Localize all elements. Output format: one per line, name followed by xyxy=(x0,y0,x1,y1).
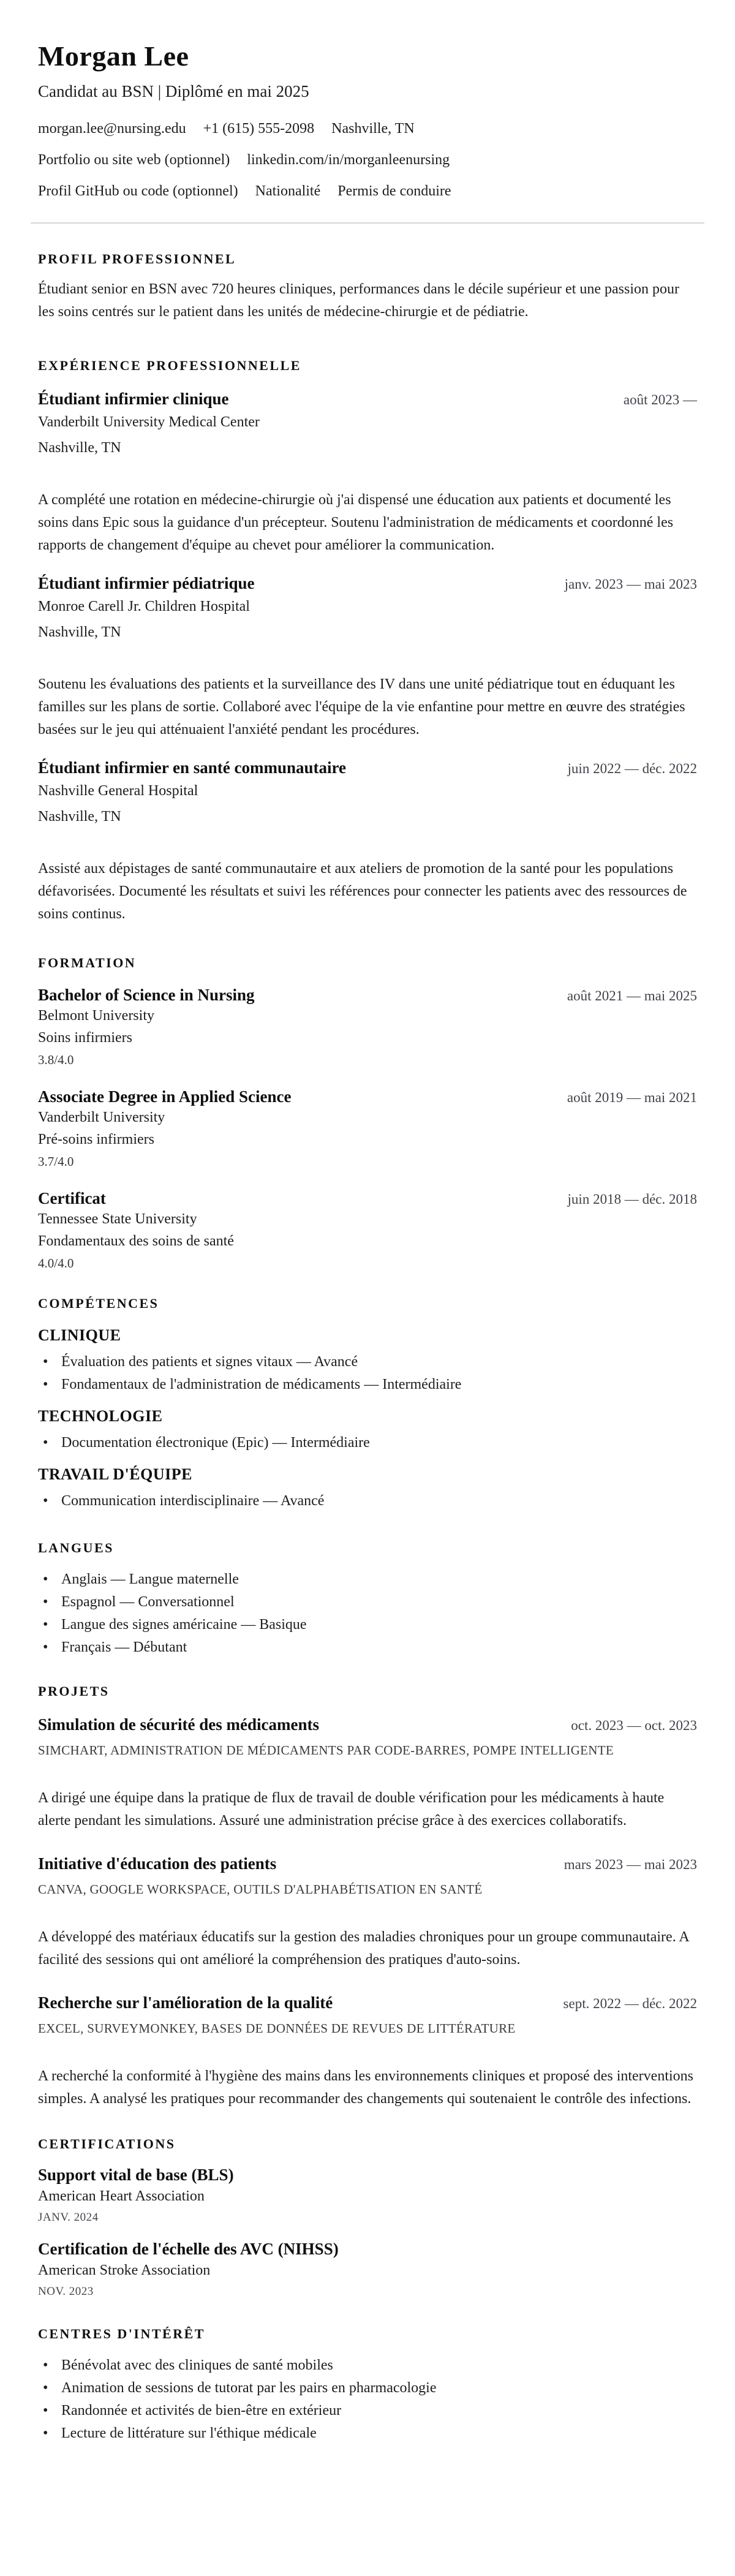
section-heading-skills: COMPÉTENCES xyxy=(38,1296,159,1311)
location-text: Nashville, TN xyxy=(331,121,415,137)
project-description: A recherché la conformité à l'hygiène des mains dans les environnements cliniques et proposé des interventions simples. A analysé les pratiques pour recommander des changements qui soutenaient le contrôle des infections. xyxy=(38,2068,694,2107)
skill-item: • Communication interdisciplinaire — Avancé xyxy=(38,1490,697,1513)
project-dates: sept. 2022 — déc. 2022 xyxy=(563,1996,697,2011)
school-name: Belmont University xyxy=(38,1008,154,1024)
experience-entry-head xyxy=(38,757,697,778)
section-experience xyxy=(38,358,697,926)
job-description: Soutenu les évaluations des patients et la surveillance des IV dans une unité pédiatrique tout en éduquant les familles sur les plans de sortie. Collaboré avec l'équipe de la vie enfantine pour mettre en œuvre des stratégies basées sur le jeu qui atténuaient l'anxiété pendant les procédures. xyxy=(38,676,685,738)
interest-item: • Animation de sessions de tutorat par les pairs en pharmacologie xyxy=(38,2377,697,2400)
experience-entry xyxy=(38,757,697,926)
project-entry-head xyxy=(38,1992,697,2013)
section-heading-languages: LANGUES xyxy=(38,1540,114,1555)
education-entry xyxy=(38,984,697,1068)
project-tech-stack: CANVA, GOOGLE WORKSPACE, OUTILS D'ALPHABÉTISATION EN SANTÉ xyxy=(38,1882,483,1897)
certification-date: NOV. 2023 xyxy=(38,2285,94,2298)
certification-name: Support vital de base (BLS) xyxy=(38,2166,234,2184)
section-projects xyxy=(38,1683,697,2110)
nationality-text: Nationalité xyxy=(255,183,321,199)
project-title: Recherche sur l'amélioration de la qualité xyxy=(38,1993,333,2012)
education-entry xyxy=(38,1086,697,1169)
github-text: Profil GitHub ou code (optionnel) xyxy=(38,183,238,199)
experience-entry-head xyxy=(38,573,697,594)
gpa-value: 3.7/4.0 xyxy=(38,1154,74,1169)
language-item: • Anglais — Langue maternelle xyxy=(38,1568,697,1591)
job-dates: juin 2022 — déc. 2022 xyxy=(567,761,697,776)
section-heading-certifications: CERTIFICATIONS xyxy=(38,2136,176,2151)
project-tech-stack: EXCEL, SURVEYMONKEY, BASES DE DONNÉES DE REVUES DE LITTÉRATURE xyxy=(38,2021,516,2036)
skill-item: • Fondamentaux de l'administration de médicaments — Intermédiaire xyxy=(38,1373,697,1396)
degree-title: Certificat xyxy=(38,1189,106,1207)
experience-entry xyxy=(38,388,697,557)
skill-list xyxy=(38,1490,697,1513)
job-title: Étudiant infirmier clinique xyxy=(38,390,229,408)
section-profile xyxy=(38,251,697,323)
section-certifications xyxy=(38,2136,697,2298)
candidate-name: Morgan Lee xyxy=(38,40,189,72)
project-dates: mars 2023 — mai 2023 xyxy=(564,1857,697,1872)
education-entry-head xyxy=(38,1188,697,1209)
certification-issuer: American Stroke Association xyxy=(38,2262,211,2278)
job-title: Étudiant infirmier en santé communautaire xyxy=(38,758,346,777)
skill-group-clinical xyxy=(38,1326,697,1396)
skill-item: • Évaluation des patients et signes vitaux — Avancé xyxy=(38,1351,697,1373)
skill-item: • Documentation électronique (Epic) — Intermédiaire xyxy=(38,1432,697,1454)
phone-text: +1 (615) 555-2098 xyxy=(203,121,315,137)
contact-row-1 xyxy=(38,118,697,140)
degree-dates: juin 2018 — déc. 2018 xyxy=(567,1192,697,1207)
project-title: Initiative d'éducation des patients xyxy=(38,1854,277,1873)
project-entry xyxy=(38,1992,697,2110)
degree-title: Bachelor of Science in Nursing xyxy=(38,986,255,1004)
field-of-study: Soins infirmiers xyxy=(38,1030,132,1046)
contact-row-2 xyxy=(38,149,697,172)
certification-name: Certification de l'échelle des AVC (NIHSS) xyxy=(38,2240,339,2258)
interest-item: • Lecture de littérature sur l'éthique médicale xyxy=(38,2422,697,2445)
section-education xyxy=(38,955,697,1271)
job-location: Nashville, TN xyxy=(38,624,121,640)
project-description: A dirigé une équipe dans la pratique de flux de travail de double vérification pour les médicaments à haute alerte pendant les simulations. Assuré une administration précise grâce à des exercices collaboratifs. xyxy=(38,1790,665,1829)
section-heading-profile: PROFIL PROFESSIONNEL xyxy=(38,251,236,266)
portfolio-text: Portfolio ou site web (optionnel) xyxy=(38,152,230,168)
job-company: Monroe Carell Jr. Children Hospital xyxy=(38,599,250,614)
section-heading-experience: EXPÉRIENCE PROFESSIONNELLE xyxy=(38,358,301,373)
experience-entry-head xyxy=(38,388,697,409)
gpa-value: 3.8/4.0 xyxy=(38,1052,74,1067)
skill-group-technology xyxy=(38,1407,697,1454)
project-dates: oct. 2023 — oct. 2023 xyxy=(571,1718,697,1733)
project-tech-stack: SIMCHART, ADMINISTRATION DE MÉDICAMENTS PAR CODE-BARRES, POMPE INTELLIGENTE xyxy=(38,1743,614,1758)
project-description: A développé des matériaux éducatifs sur la gestion des maladies chroniques pour un groupe communautaire. A facilité des sessions qui ont amélioré la compréhension des pratiques d'auto-soins. xyxy=(38,1929,689,1968)
experience-entry xyxy=(38,573,697,741)
language-item: • Langue des signes américaine — Basique xyxy=(38,1614,697,1636)
job-company: Nashville General Hospital xyxy=(38,783,198,799)
skill-list xyxy=(38,1432,697,1454)
project-entry xyxy=(38,1714,697,1832)
job-description: A complété une rotation en médecine-chirurgie où j'ai dispensé une éducation aux patients et documenté les soins dans Epic sous la guidance d'un précepteur. Soutenu l'administration de médicaments et coordonné les rapports de changement d'équipe au chevet pour améliorer la communication. xyxy=(38,492,674,553)
skill-group-title: TECHNOLOGIE xyxy=(38,1407,163,1425)
interest-item: • Randonnée et activités de bien-être en extérieur xyxy=(38,2400,697,2422)
resume-header xyxy=(38,40,697,203)
section-heading-education: FORMATION xyxy=(38,955,137,970)
school-name: Vanderbilt University xyxy=(38,1109,165,1125)
field-of-study: Fondamentaux des soins de santé xyxy=(38,1233,234,1249)
education-entry-head xyxy=(38,1086,697,1107)
field-of-study: Pré-soins infirmiers xyxy=(38,1131,154,1147)
driving-license-text: Permis de conduire xyxy=(337,183,451,199)
interest-item: • Bénévolat avec des cliniques de santé mobiles xyxy=(38,2354,697,2377)
education-entry xyxy=(38,1188,697,1271)
job-location: Nashville, TN xyxy=(38,809,121,825)
header-divider xyxy=(31,222,704,224)
skill-group-title: TRAVAIL D'ÉQUIPE xyxy=(38,1465,192,1483)
interest-list xyxy=(38,2354,697,2445)
section-languages xyxy=(38,1540,697,1659)
linkedin-text: linkedin.com/in/morganleenursing xyxy=(247,152,450,168)
skill-group-teamwork xyxy=(38,1465,697,1513)
section-skills xyxy=(38,1296,697,1513)
email-text: morgan.lee@nursing.edu xyxy=(38,121,186,137)
section-interests xyxy=(38,2326,697,2445)
contact-block xyxy=(38,118,697,203)
skill-list xyxy=(38,1351,697,1396)
job-company: Vanderbilt University Medical Center xyxy=(38,414,260,430)
language-item: • Espagnol — Conversationnel xyxy=(38,1591,697,1614)
profile-summary: Étudiant senior en BSN avec 720 heures cliniques, performances dans le décile supérieur et une passion pour les soins centrés sur le patient dans les unités de médecine-chirurgie et de pédiatrie. xyxy=(38,281,680,320)
section-heading-projects: PROJETS xyxy=(38,1683,110,1699)
school-name: Tennessee State University xyxy=(38,1211,197,1227)
degree-dates: août 2021 — mai 2025 xyxy=(567,988,697,1003)
language-list xyxy=(38,1568,697,1659)
job-dates: janv. 2023 — mai 2023 xyxy=(564,576,697,592)
contact-row-3 xyxy=(38,180,697,203)
certification-entry xyxy=(38,2240,697,2298)
job-title: Étudiant infirmier pédiatrique xyxy=(38,574,255,592)
candidate-subtitle: Candidat au BSN | Diplômé en mai 2025 xyxy=(38,82,309,100)
degree-dates: août 2019 — mai 2021 xyxy=(567,1090,697,1105)
certification-entry xyxy=(38,2166,697,2224)
project-entry xyxy=(38,1853,697,1971)
language-item: • Français — Débutant xyxy=(38,1636,697,1659)
certification-issuer: American Heart Association xyxy=(38,2188,205,2204)
job-description: Assisté aux dépistages de santé communautaire et aux ateliers de promotion de la santé pour les populations défavorisées. Documenté les résultats et suivi les références pour connecter les patients avec des ressources de soins continus. xyxy=(38,861,687,922)
education-entry-head xyxy=(38,984,697,1005)
project-entry-head xyxy=(38,1853,697,1874)
project-title: Simulation de sécurité des médicaments xyxy=(38,1715,319,1734)
certification-date: JANV. 2024 xyxy=(38,2211,99,2224)
section-heading-interests: CENTRES D'INTÉRÊT xyxy=(38,2326,205,2341)
degree-title: Associate Degree in Applied Science xyxy=(38,1087,292,1106)
skill-group-title: CLINIQUE xyxy=(38,1326,121,1344)
gpa-value: 4.0/4.0 xyxy=(38,1256,74,1271)
job-location: Nashville, TN xyxy=(38,440,121,456)
job-dates: août 2023 — xyxy=(623,392,697,407)
project-entry-head xyxy=(38,1714,697,1735)
